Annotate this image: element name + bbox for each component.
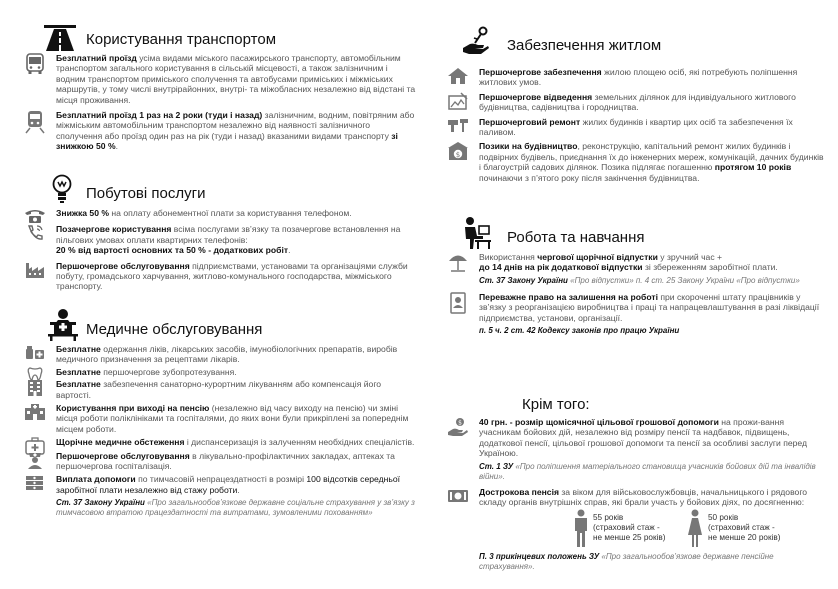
lightbulb-icon <box>52 174 72 206</box>
hospital-icon <box>24 403 46 419</box>
house-icon <box>447 67 469 83</box>
law-reference: Ст. 1 ЗУ «Про поліпшення матеріального становища учасників бойових дій та інвалідів війни». <box>479 461 816 481</box>
list-item: Користування при виході на пенсію (незалежно від часу виходу на пенсію) чи зміні місця роботи поліклініками та госпіталями, до яких вони були прикріплені за попереднім місцем роботи. <box>22 403 417 434</box>
list-item: Безплатне одержання ліків, лікарських засобів, імунобіологічних препаратів, виробів медичного призначення за рецептами лікарів. <box>22 344 417 365</box>
list-item: Першочергове забезпечення жилою площею осіб, які потребують поліпшення житлових умов. <box>445 67 825 88</box>
list-item: Першочергове обслуговування в лікувально-профілактичних закладах, аптеках та першочергова госпіталізація. <box>22 451 417 472</box>
list-item: Дострокова пенсія за віком для військовослужбовців, начальницького і рядового складу органів внутрішніх справ, які брали участь у бойових діях, по досягненню: <box>445 487 825 508</box>
women-age-label: 50 років (страховий стаж - не менше 20 років) <box>708 513 781 542</box>
section-title: Користування транспортом <box>86 31 277 48</box>
medicine-icon <box>24 344 46 360</box>
extra-section <box>445 393 825 572</box>
land-plot-icon <box>447 92 469 108</box>
telephone-icon <box>24 208 46 224</box>
repair-tools-icon <box>447 117 469 133</box>
list-item: Першочергове обслуговування підприємствами, установами та організаціями служби побуту, громадського харчування, житлово-комунального господарства, міжміського транспорту. <box>22 261 417 292</box>
list-item: Щорічне медичне обстеження і диспансеризація із залученням необхідних спеціалістів. <box>22 437 417 447</box>
list-item: $ 40 грн. - розмір щомісячної цільової грошової допомоги на прожи-вання учасникам бойових дій, незалежно від розміру пенсії та надбавок, підвищень, додаткової пенсії, цільової грошової допомоги та пенсії за особливі заслуги перед Україною. <box>445 417 825 459</box>
train-icon <box>24 110 46 126</box>
section-title: Крім того: <box>522 396 590 413</box>
medical-section <box>22 318 417 518</box>
worker-desk-icon <box>461 216 493 250</box>
work-section <box>445 226 825 336</box>
factory-icon <box>24 261 46 277</box>
list-item: $ Позики на будівництво, реконструкцію, капітальний ремонт жилих будинків і подвірних будівель, приєднання їх до інженерних мереж, комунікацій, дачних будинків і благоустрій садових ділянок. Позика підлягає погашенню протягом 10 років починаючи з п’ятого року після закінчення будівництва. <box>445 141 825 183</box>
section-title: Медичне обслуговування <box>86 321 263 338</box>
phone-call-icon <box>24 224 46 240</box>
section-title: Робота та навчання <box>507 229 645 246</box>
section-title: Побутові послуги <box>86 185 206 202</box>
bank-money-icon <box>447 141 469 160</box>
bus-icon <box>24 53 46 69</box>
id-badge-icon <box>447 292 469 308</box>
road-icon <box>44 25 76 51</box>
woman-icon <box>687 509 703 549</box>
list-item: Використання чергової щорічної відпустки у зручний час + до 14 днів на рік додаткової відпустки зі збереженням заробітної плати. <box>445 252 825 273</box>
list-item: Безплатний проїзд усіма видами міського пасажирського транспорту, автомобільним транспортом загального користування в сільській місцевості, а також залізничним і водним транспортом приміського сполучення та автобусами приміських і міжміських маршрутів, у тому числі внутрірайонних, внутрі- та міжобласних незалежно від відстані та місця проживання. <box>22 53 417 105</box>
nurse-icon <box>24 451 46 467</box>
doctor-icon <box>46 308 80 342</box>
pension-money-icon <box>447 487 469 503</box>
law-reference: Ст. 37 Закону України «Про відпустки» п. 4 ст. 25 Закону України «Про відпустки» <box>479 275 800 285</box>
law-reference: п. 5 ч. 2 ст. 42 Кодексу законів про працю України <box>479 326 680 336</box>
section-title: Забезпечення житлом <box>507 37 662 54</box>
list-item: Знижка 50 % на оплату абонементної плати за користування телефоном. <box>22 208 417 218</box>
list-item: Першочергове відведення земельних ділянок для індивідуального житлового будівництва, садівництва і городництва. <box>445 92 825 113</box>
law-reference: Ст. 37 Закону України «Про загальнообов’язкове державне соціальне страхування у зв’язку з тимчасовою втратою працездатності та витратами, зумовленими похованням» <box>56 498 415 518</box>
list-item: Переважне право на залишення на роботі при скороченні штату працівників у зв’язку з реорганізацією виробництва і праці та напрацевлаштування в разі ліквідації підприємства, установи, організації. <box>445 292 825 323</box>
men-age-label: 55 років (страховий стаж - не менше 25 років) <box>593 513 666 542</box>
list-item: Виплата допомоги по тимчасовій непрацездатності в розмірі 100 відсотків середньої заробітної плати незалежно від стажу роботи. Ст. 37 Закону України «Про загальнообов’язкове державне соціальне страхування у зв’язку з тимчасовою втратою працездатності та витратами, зумовленими похованням» <box>22 474 417 518</box>
household-section <box>22 182 417 296</box>
beach-umbrella-icon <box>447 252 469 268</box>
list-item: Безплатне забезпечення санаторно-курортним лікуванням або компенсація його вартості. <box>22 379 417 400</box>
age-figures <box>445 509 825 553</box>
man-icon <box>573 509 589 549</box>
transport-section <box>22 28 417 156</box>
svg-text:$: $ <box>458 419 462 427</box>
list-item: Безплатне першочергове зубопротезування. <box>22 367 417 377</box>
money-stack-icon <box>24 474 46 490</box>
list-item: Позачергове користування всіма послугами зв’язку та позачергове встановлення на пільгових умовах оплати квартирних телефонів: 20 % від вартості основних та 50 % - додаткових робіт. <box>22 224 417 255</box>
list-item: Безплатний проїзд 1 раз на 2 роки (туди і назад) залізничним, водним, повітряним або міжміським автомобільним транспортом незалежно від наявності залізничного сполучення або проїзд один раз на рік (туди і назад) вказаними видами транспорту зі знижкою 50 %. <box>22 110 417 152</box>
law-reference: П. 3 прикінцевих положень ЗУ «Про загальнообов’язкове державне пенсійне страхування». <box>479 552 774 572</box>
hand-key-icon <box>461 26 491 56</box>
housing-section <box>445 34 825 187</box>
sanatorium-icon <box>24 379 46 395</box>
list-item: Першочерговий ремонт жилих будинків і квартир цих осіб та забезпечення їх паливом. <box>445 117 825 138</box>
hand-coin-icon <box>447 417 469 433</box>
svg-text:$: $ <box>455 151 461 160</box>
